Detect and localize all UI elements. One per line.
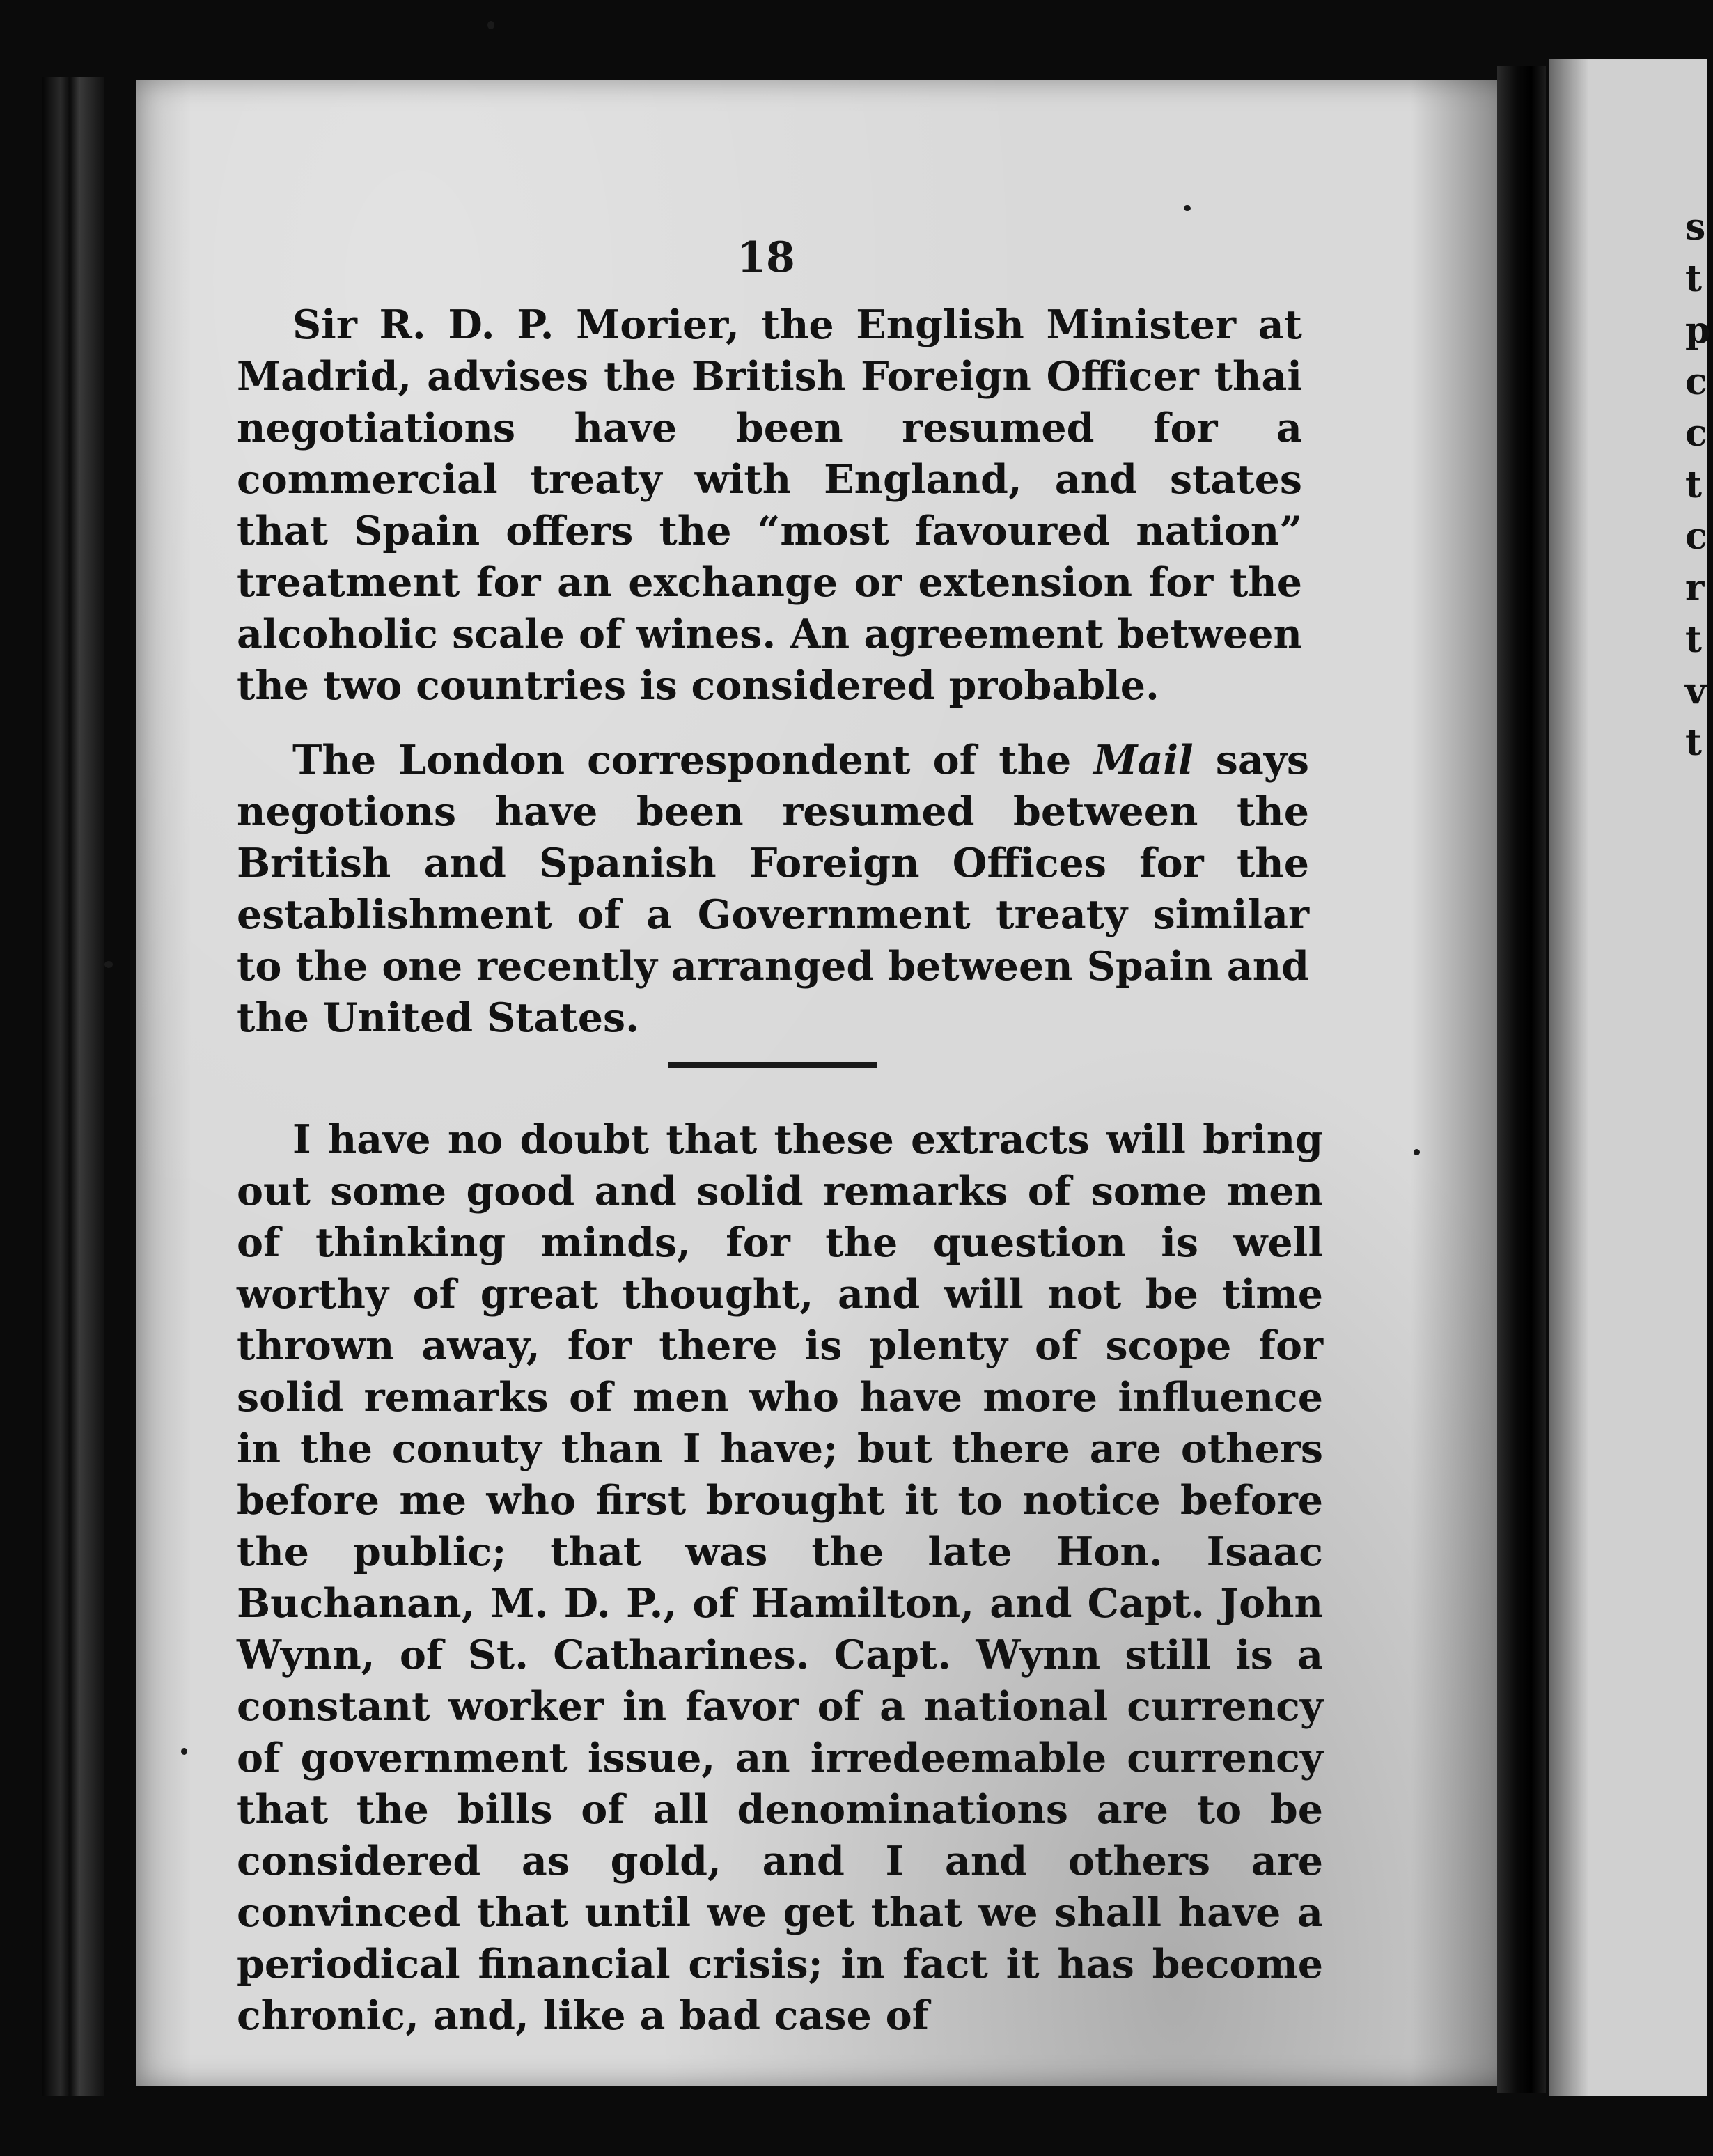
facing-page-edge — [1549, 59, 1707, 2096]
edge-letter: v — [1685, 670, 1707, 712]
edge-letter: c — [1685, 412, 1707, 455]
paragraph-author-opinion: I have no doubt that these extracts will bring out some good and solid remarks of some men of thinking minds, for the question is well worthy of great thought, and will not be time thrown away, for there is plenty of scope for solid remarks of men who have more influence in the conuty than I have; but there are others before me who first brought it to notice before the public; that was the late Hon. Isaac Buchanan, M. D. P., of Hamilton, and Capt. John Wynn, of St. Catharines. Capt. Wynn still is a constant worker in favor of a national currency of government issue, an irredeemable currency that the bills of all denominations are to be considered as gold, and I and others are convinced that until we get that we shall have a periodical financial crisis; in fact it has become chronic, and, like a bad case of — [237, 1116, 1323, 2039]
paragraph-morier: Sir R. D. P. Morier, the English Minister at Madrid, advises the British Foreign Officer thai negotiations have been resumed for a commercial treaty with England, and states that Spain offers the “most favoured nation” treatment for an exchange or extension for the alcoholic scale of wines. An agreement between the two countries is considered probable. — [237, 302, 1302, 709]
scan-speck — [1414, 1149, 1420, 1155]
book-gutter — [1497, 66, 1546, 2093]
paragraph-text-before: The London correspondent of the — [292, 737, 1094, 783]
edge-letter: t — [1685, 618, 1703, 661]
section-divider — [668, 1062, 877, 1068]
edge-letter: p — [1685, 309, 1711, 352]
edge-letter: t — [1685, 464, 1703, 506]
edge-letter: t — [1685, 721, 1703, 764]
scan-speck — [181, 1748, 187, 1755]
edge-letter: t — [1685, 258, 1703, 300]
facing-page-letters — [1685, 202, 1713, 769]
edge-letter: c — [1685, 361, 1707, 403]
edge-letter: c — [1685, 515, 1707, 558]
edge-letter: r — [1685, 567, 1705, 609]
newspaper-name: Mail — [1093, 737, 1194, 783]
paragraph-text-after: says negotions have been resumed between the British and Spanish Foreign Offices for the establishment of a Government treaty similar to the one recently arranged between Spain and the United States. — [237, 737, 1310, 1041]
scan-speck — [104, 961, 113, 968]
page-number: 18 — [737, 233, 795, 282]
scan-speck — [487, 21, 494, 29]
scan-speck — [1184, 205, 1191, 211]
left-binding-edge — [42, 77, 104, 2096]
edge-letter: s — [1685, 206, 1706, 249]
paragraph-london-correspondent — [237, 735, 1309, 1044]
